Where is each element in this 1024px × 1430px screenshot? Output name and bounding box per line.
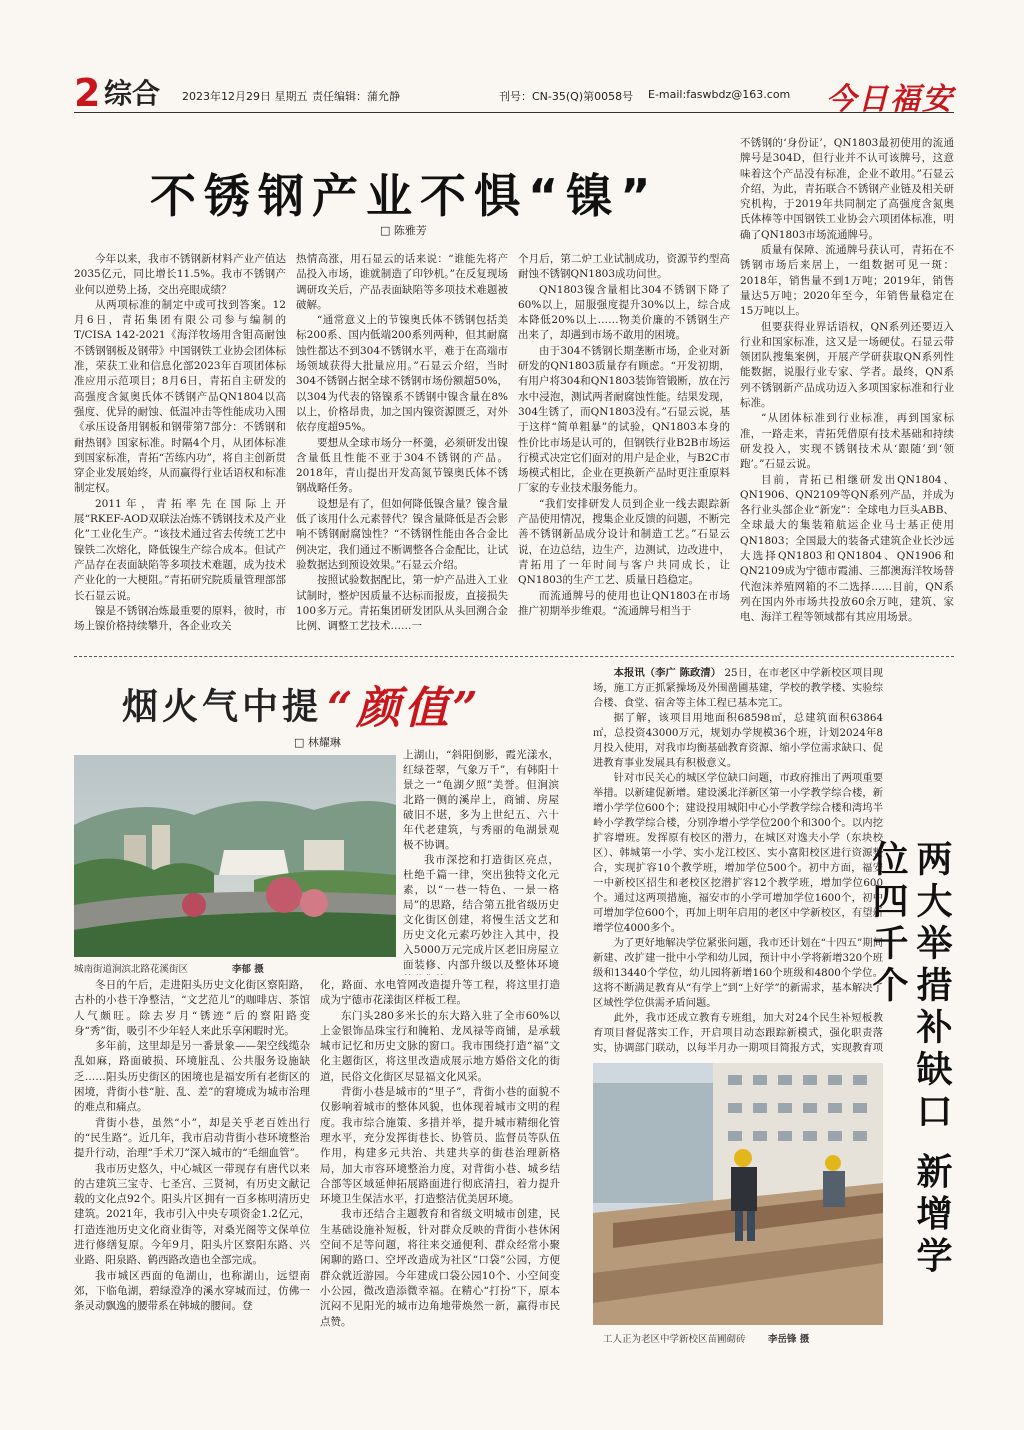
paragraph: 东门头280多米长的东大路入驻了全市60%以上金银饰品珠宝行和腌粕、龙凤禄等商铺，是承载城市记忆和历史文脉的窗口。我市围绕打造“福”文化主题街区，将这里改造成展示地方婚俗文化的街道，民俗文化街区尽显福文化风采。 (320, 1009, 560, 1083)
construction-photo-caption: 工人正为老区中学新校区苗圃砌砖 (603, 1334, 746, 1345)
paragraph: 由于304不锈钢长期垄断市场，企业对新研发的QN1803质量存有顾虑。“开发初期，有用户将304和QN1803装饰管锻断，放在污水中浸泡，测试两者耐腐蚀性能。结果发现，304生锈了，而QN1803没有。”石显云说，基于这样“简单粗暴”的试验，QN1803本身的性价比市场是认可的，但钢铁行业B2B市场运行模式决定它们面对的用户是企业，与B2C市场模式相比，企业在更换新产品时更注重原料厂家的专业技术服务能力。 (518, 344, 730, 495)
construction-photo-credit: 李岳锋 摄 (768, 1334, 810, 1345)
paragraph: 今年以来，我市不锈钢新材料产业产值达2035亿元，同比增长11.5%。我市不锈钢产业何以逆势上扬，交出亮眼成绩？ (74, 253, 286, 296)
paragraph: 冬日的午后，走进阳头历史文化街区察阳路，古朴的小巷干净整洁，“文艺范儿”的咖啡店、茶馆人气颇旺。除去岁月“锈迹”后的察阳路变身“秀”街，吸引不少年轻人来此乐享闲暇时光。 (74, 979, 310, 1037)
article2-side-column (403, 748, 559, 975)
street-photo (74, 755, 396, 957)
page-number: 2 (74, 71, 101, 115)
article1-column-4 (740, 136, 954, 648)
article2-column-1 (74, 978, 310, 1336)
email-line: E-mail:faswbdz@163.com (648, 88, 791, 101)
paragraph: “从团体标准到行业标准，再到国家标准，一路走来，青拓凭借原有技术基础和持续研发投入，实现不锈钢技术从‘跟随’到‘领跑’。”石显云说。 (740, 412, 954, 471)
paragraph: 镍是不锈钢冶炼最重要的原料，彼时，市场上镍价格持续攀升，各企业攻关 (74, 604, 286, 633)
article2-title (122, 672, 482, 736)
paragraph: 背街小巷是城市的“里子”，背街小巷的面貌不仅影响着城市的整体风貌，也体现着城市文明的程度。我市综合施策、多措并举，提升城市精细化管理水平，充分发挥街巷长、协管员、监督员等队伍作用，构建多元共治、共建共享的街巷治理新格局，加大市容环境整治力度，对背街小巷、城乡结合部等区域延伸拓展路面进行彻底清扫，着力提升环境卫生保洁水平，打造整洁优美居环境。 (320, 1086, 560, 1206)
article1-column-1 (74, 252, 286, 648)
construction-photo-image (593, 1063, 883, 1325)
paragraph: QN1803镍含量相比304不锈钢下降了60%以上，屈服强度提升30%以上，综合成本降低20%以上……物美价廉的不锈钢生产出来了，却遇到市场不敢用的困境。 (518, 283, 730, 342)
section-name: 综合 (104, 77, 161, 110)
issn-line: 刊号：CN-35(Q)第0058号 (499, 90, 634, 103)
street-photo-caption: 城南街道涧滨北路花溪街区 (74, 964, 189, 975)
article3-headline: 两大举措补缺口 新增学位四千个 (867, 840, 953, 1279)
article2-column-2 (320, 978, 560, 1336)
paragraph: 热情高涨，用石显云的话来说：“谁能先将产品投入市场，谁就制造了印钞机。”在反复现场调研攻关后，产品表面缺陷等多项技术难题被破解。 (296, 253, 508, 311)
article1-column-2 (296, 252, 508, 648)
paragraph: 而流通牌号的使用也让QN1803在市场推广初期举步维艰。“流通牌号相当于 (518, 589, 730, 617)
paragraph: 为了更好地解决学位紧张问题，我市还计划在“十四五”期间新建、改扩建一批中小学和幼儿园，预计中小学将新增320个班级和13440个学位，幼儿园将新增160个班级和4800个学位。这将不断满足教育从“有学上”到“上好学”的新需求，基本解决了区域性学位供需矛盾问题。 (593, 937, 883, 1009)
page-header (74, 71, 954, 117)
street-photo-credit: 李郁 摄 (232, 964, 264, 975)
paragraph: 个月后，第二炉工业试制成功，资源节约型高耐蚀不锈钢QN1803成功问世。 (518, 253, 730, 281)
article2-title-plain: 烟火气中提 (122, 685, 323, 728)
paragraph: 多年前，这里却是另一番景象——架空线缆杂乱如麻，路面破损、环境脏乱、公共服务设施缺乏……阳头历史街区的困境也是福安所有老街区的困境，背街小巷“脏、乱、差”的窘境成为城市治理的难点和痛点。 (74, 1040, 310, 1114)
section-divider (74, 656, 954, 657)
paragraph: 针对市民关心的城区学位缺口问题，市政府推出了两项重要举措。以新建促新增。建设溪北洋新区第一小学教学综合楼，新增小学学位600个；建设投用城阳中心小学教学综合楼和湾坞半岭小学教学综合楼，分别净增小学学位200个和300个。以内挖扩容增班。发挥原有校区的潜力，在城区对逸夫小学（东块校区）、韩城第一小学、实小龙江校区、实小富阳校区进行资源整合，实现扩容10个教学班，增加学位500个。初中方面，福安一中新校区招生和老校区挖潜扩容12个教学班，增加学位600个。通过这两项措施，福安市的小学可增加学位1600个，初中可增加学位600个，再加上明年启用的老区中学新校区，有望新增学位4000多个。 (593, 772, 883, 934)
paragraph: 化，路面、水电管网改造提升等工程，将这里打造成为宁德市花漾街区样板工程。 (320, 979, 560, 1007)
paragraph: 设想是有了，但如何降低镍含量？镍含量低了该用什么元素替代？镍含量降低是否会影响不锈钢耐腐蚀性？“不锈钢性能由各合金比例决定，我们通过不断调整各合金配比，让试验数据达到预设效果。”石显云介绍。 (296, 497, 508, 571)
article1-byline: □ 陈雅芳 (380, 224, 427, 237)
paragraph: 上湖山，“斜阳倒影，霞光漾水，红绿苍翠，气象万千”，有韩阳十景之一“龟湖夕照”美誉。但涧滨北路一侧的溪岸上，商铺、房屋破旧不堪，多为上世纪五、六十年代老建筑，与秀丽的龟湖景观极不协调。 (403, 749, 559, 851)
date-line: 2023年12月29日 星期五 (182, 90, 308, 103)
paragraph: 要想从全球市场分一杯羹，必须研发出镍含量低且性能不亚于304不锈钢的产品。2018年，青山提出开发高氮节镍奥氏体不锈钢战略任务。 (296, 436, 508, 495)
paragraph: 我市城区西面的龟湖山，也称湖山，远望南郊，下临龟湖，碧绿澄净的溪水穿城而过，仿佛一条灵动飘逸的腰带系在韩城的腰间。登 (74, 1269, 310, 1313)
paragraph: 从两项标准的制定中或可找到答案。12月6日，青拓集团有限公司参与编制的T/CISA 142-2021《海洋牧场用含钼高耐蚀不锈钢钢板及钢带》中国钢铁工业协会团体标准，荣获工业和信息化部2023年百项团体标准应用示范项目；8月6日，青拓自主研发的高强度含氮奥氏体不锈钢产品QN1804以高强度、优异的耐蚀、低温冲击等性能成功入围《承压设备用钢板和钢带第7部分：不锈钢和耐热钢》国家标准。时隔4个月，从团体标准到国家标准，青拓“苦练内功”，将自主创新贯穿企业发展始终，从而赢得行业话语权和标准制定权。 (74, 298, 286, 495)
article1-column-3 (518, 252, 730, 648)
paragraph: “我们安排研发人员到企业一线去跟踪新产品使用情况，搜集企业反馈的问题，不断完善不锈钢新品成分设计和制造工艺。”石显云说，在边总结，边生产，边测试，边改进中，青拓用了一年时间与客户共同成长，让QN1803的生产工艺、质量日趋稳定。 (518, 497, 730, 587)
article2-byline: □ 林耀琳 (294, 736, 341, 749)
paragraph: 不锈钢的‘身份证’，QN1803最初使用的流通牌号是304D，但行业并不认可该牌号，这意味着这个产品没有标准，企业不敢用。”石显云介绍，为此，青拓联合不锈钢产业链及相关研究机构，于2019年共同制定了高强度含氮奥氏体棒等中国钢铁工业协会六项团体标准，明确了QN1803市场流通牌号。 (740, 137, 954, 241)
construction-photo (593, 1063, 883, 1325)
editor-line: 责任编辑：蒲允静 (312, 90, 400, 103)
paragraph: 背街小巷，虽然“小”，却是关乎老百姓出行的“民生路”。近几年，我市启动背街小巷环境整治提升行动，治理“手术刀”深入城市的“毛细血管”。 (74, 1116, 310, 1160)
paragraph: “通常意义上的节镍奥氏体不锈钢包括美标200系、国内低端200系列两种，但其耐腐蚀性都达不到304不锈钢水平，难于在高端市场领域获得大批量应用。”石显云介绍，当时304不锈钢占据全球不锈钢市场份额超50%，以304为代表的铬镍系不锈钢中镍含量在8%以上，价格昂贵，加之国内镍资源匮乏，对外依存度超95%。 (296, 314, 508, 434)
street-photo-image (74, 755, 396, 957)
article1-title: 不锈钢产业不惧“镍” (150, 169, 659, 223)
header-rule (74, 112, 954, 113)
paragraph: 25日，在市老区中学新校区项目现场，施工方正抓紧操场及外围凿圃基建，学校的教学楼、实验综合楼、食堂、宿舍等主体工程已基本完工。 (593, 667, 883, 709)
article2-title-emphasis: “颜值” (327, 683, 482, 734)
paragraph: 我市历史悠久，中心城区一带现存有唐代以来的古建筑三宝寺、七圣宫、三贤祠，有历史文献记载的文化点92个。阳头片区拥有一百多栋明清历史建筑。2021年，我市引入中央专项资金1.2亿元，打造连池历史文化商业街等，对桑光阁等文保单位进行修缮复原。今年9月，阳头片区察阳东路、兴业路、阳泉路、鹤西路改造也全部完成。 (74, 1162, 310, 1267)
paragraph: 目前，青拓已相继研发出QN1804、QN1906、QN2109等QN系列产品，并成为各行业头部企业“新宠”：全球电力巨头ABB、全球最大的集装箱航运企业马士基正使用QN1803；全国最大的装备式建筑企业长沙远大选择QN1803和QN1804、QN1906和QN2109成为宁德市霞浦、三都澳海洋牧场替代泡沫养殖网箱的不二选择……目前，QN系列在国内外市场共投放60余万吨，建筑、家电、海洋工程等领域都有其应用场景。 (740, 473, 954, 624)
paragraph: 按照试验数据配比，第一炉产品进入工业试制时，整炉因质量不达标而报废，直接损失100多万元。青拓集团研发团队从头回溯合金比例、调整工艺技术……一 (296, 574, 508, 633)
article3-body (593, 666, 883, 1056)
paragraph: 我市还结合主题教育和省级文明城市创建，民生基础设施补短板，针对群众反映的背街小巷休闲空间不足等问题，将往来交通便利、群众经常小聚闲聊的路口、空坪改造成为社区“口袋”公园，方便群众就近游园。今年建成口袋公园10个、小空间变小公园，微改造添微幸福。在精心“打扮”下，原本沉闷不见阳光的城市边角地带焕然一新，赢得市民点赞。 (320, 1208, 560, 1328)
paragraph: 此外，我市还成立教育专班组，加大对24个民生补短板教育项目督促落实工作，开启项目动态跟踪新模式，强化职责落实，协调部门联动，以每半月办一期项目简报方式，实现教育项 (593, 1012, 883, 1054)
paragraph: 据了解，该项目用地面积68598㎡，总建筑面积63864㎡，总投资43000万元，规划办学规模36个班，计划2024年8月投入使用，对我市均衡基础教育资源、缩小学位需求缺口、促进教育事业发展具有积极意义。 (593, 712, 883, 769)
article3-lead-label: 本报讯（李广 陈政清） (613, 667, 722, 679)
paragraph: 2011年，青拓率先在国际上开展“RKEF-AOD双联法冶炼不锈钢技术及产业化”工业化生产。“该技术通过省去传统工艺中镍铁二次熔化，降低镍生产综合成本。但试产产品存在表面缺陷等多项技术难题，成为技术产业化的一大梗阻。”青拓研究院质量管理部部长石显云说。 (74, 497, 286, 602)
paragraph: 我市深挖和打造街区亮点，杜绝千篇一律，突出独特文化元素，以“一巷一特色、一景一格局”的思路，结合第五批省级历史文化街区创建，将慢生活文艺和历史文化元素巧妙注入其中，投入5000万元完成片区老旧房屋立面装修、内部升级以及整体环境 (403, 854, 559, 971)
masthead-logo: 今日福安 (826, 82, 954, 117)
paragraph: 质量有保障、流通牌号获认可，青拓在不锈钢市场后来居上，一组数据可见一斑：2018年，销售量不到1万吨；2019年，销售量达5万吨；2020年至今，年销售量稳定在15万吨以上。 (740, 244, 954, 318)
article3-lead (593, 666, 883, 711)
paragraph: 但要获得业界话语权，QN系列还要迈入行业和国家标准，这又是一场硬仗。石显云带领团队搜集案例，开展产学研获取QN系列性能数据，说服行业专家、学者。最终，QN系列不锈钢新产品成功迈入多项国家标准和行业标准。 (740, 320, 954, 410)
